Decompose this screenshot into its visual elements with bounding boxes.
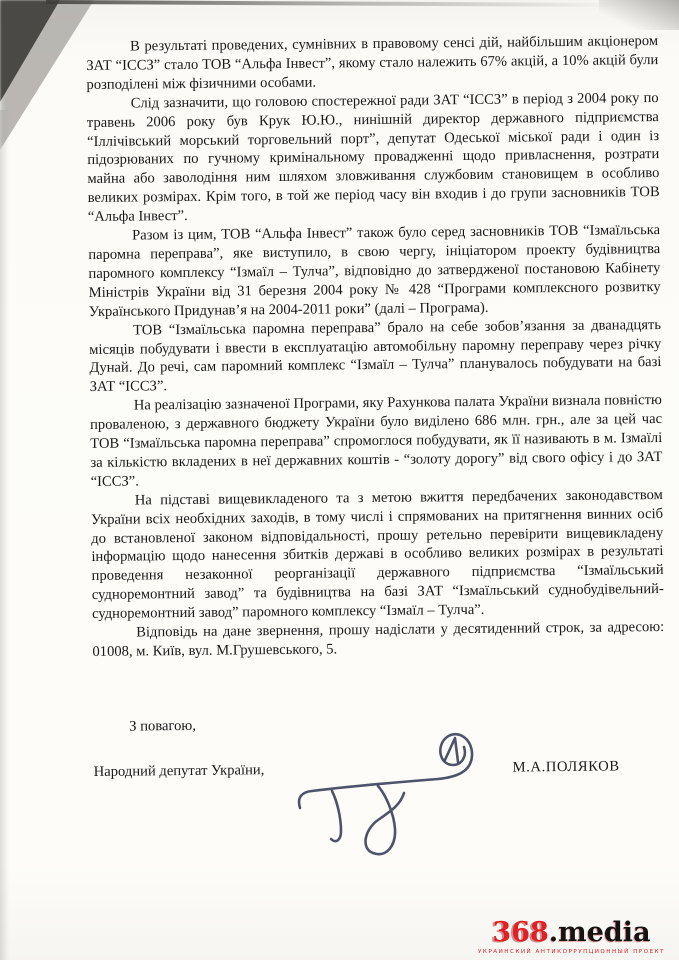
368media-logo: [478, 919, 665, 946]
signer-name: М.А.ПОЛЯКОВ: [512, 758, 620, 776]
watermark-subtitle: УКРАИНСКИЙ АНТИКОРРУПЦИОННЫЙ ПРОЕКТ: [477, 949, 665, 955]
paragraph-6: На підставі вищевикладеного та з метою вжиття передбачених законодавством України всіх необхідних заходів, в тому числі і спрямованих на притягнення винних осіб до встановленої законом відповідальності, прошу ретельно перевірити вищевикладену інформацію щодо нанесення збитків державі в особливо великих розмірах в результаті проведення незаконної реорганізації державного підприємства “Ізмаїльський судноремонтний завод” та будівництва на базі ЗАТ “Ізмаїльський суднобудівельний-судноремонтний завод” паромного комплексу “Ізмаїл – Тулча”.: [90, 486, 664, 623]
closing-salutation: З повагою,: [129, 717, 197, 735]
paragraph-3: Разом із цим, ТОВ “Альфа Інвест” також було серед засновників ТОВ “Ізмаїльська паромна переправа”, яке виступило, в свою чергу, ініціатором проекту будівництва паромного комплексу “Ізмаїл – Тулча”, відповідно до затвердженої постановою Кабінету Міністрів України від 31 березня 2004 року № 428 “Програми комплексного розвитку Українського Придунав’я на 2004-2011 роки” (далі – Програма).: [88, 222, 661, 320]
watermark-brand-suffix: .media: [548, 917, 651, 948]
signer-title: Народний депутат України,: [93, 761, 265, 780]
letter-body: [86, 32, 666, 782]
watermark-brand-number: 368: [492, 917, 549, 948]
scan-corner-top-right-shadow: [599, 0, 679, 30]
paragraph-2: Слід зазначити, що головою спостережної ради ЗАТ “ІССЗ” в період з 2004 року по травень 2006 року був Крук Ю.Ю., нинішній директор державного підприємства “Іллічівський морський торговельний порт”, депутат Одеської міської ради і один із підозрюваних по гучному кримінальному провадженні щодо привласнення, розтрати майна або заволодіння ним шляхом зловживання службовим становищем в особливо великих розмірах. Крім того, в той же період часу він входив і до групи засновників ТОВ “Альфа Інвест”.: [86, 89, 660, 226]
paragraph-4: ТОВ “Ізмаїльська паромна переправа” брало на себе зобов’язання за дванадцять місяців побудувати і ввести в експлуатацію автомобільну паромну переправу через річку Дунай. До речі, сам паромний комплекс “Ізмаїл – Тулча” планувалось побудувати на базі ЗАТ “ІССЗ”.: [89, 316, 662, 396]
signature-row: [94, 757, 666, 782]
scan-left-edge-shadow: [0, 110, 9, 960]
paragraph-5: На реалізацію зазначеної Програми, яку Рахункова палата України визнала повністю проваленою, з державного бюджету України було виділено 686 млн. грн., але за цей час ТОВ “Ізмаїльська паромна переправа” спромоглося побудувати, як її називають в м. Ізмаїлі за кількістю вкладених в неї державних коштів - “золоту дорогу” від свого офісу і до ЗАТ “ІССЗ”.: [89, 392, 663, 490]
scan-top-edge-shadow: [46, 0, 616, 7]
paragraph-7: Відповідь на дане звернення, прошу надіслати у десятиденний строк, за адресою: 01008, м. Київ, вул. М.Грушевського, 5.: [92, 619, 665, 660]
paragraph-1: В результаті проведених, сумнівних в правовому сенсі дій, найбільшим акціонером ЗАТ “ІССЗ” стало ТОВ “Альфа Інвест”, якому стало належить 67% акцій, а 10% акцій були розподілені між фізичними особами.: [86, 33, 659, 93]
368media-watermark: [478, 919, 665, 955]
